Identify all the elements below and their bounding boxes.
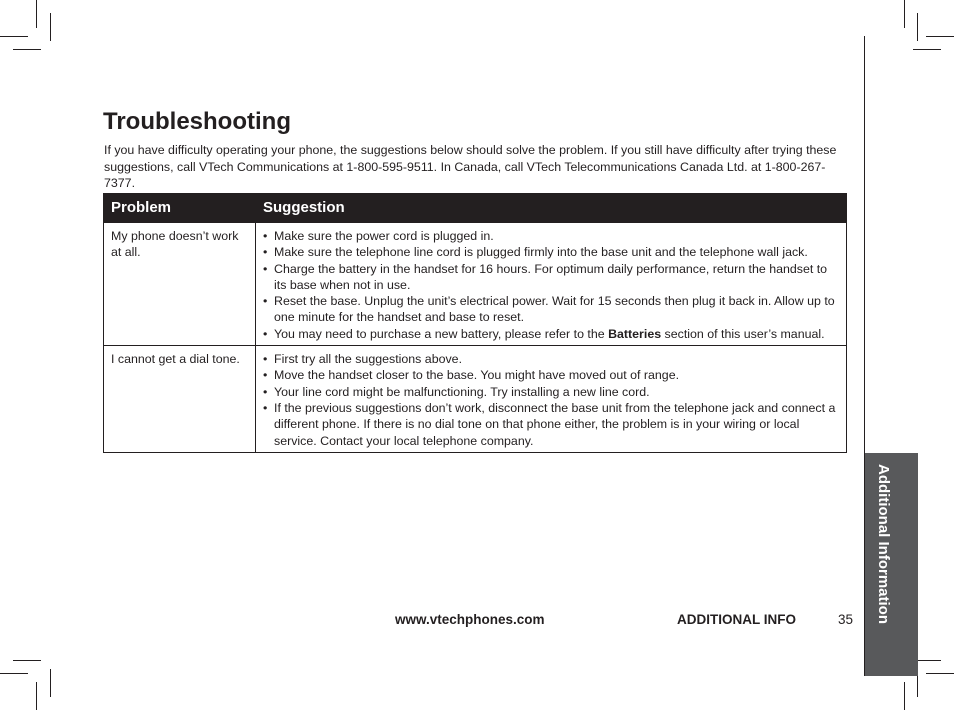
batteries-reference: Batteries <box>608 326 662 341</box>
problem-cell: My phone doesn’t work at all. <box>104 223 256 346</box>
troubleshooting-table <box>103 193 847 453</box>
suggestion-cell <box>256 346 847 453</box>
crop-mark <box>13 660 41 661</box>
table-header-row <box>104 194 847 223</box>
list-item: • If the previous suggestions don’t work, disconnect the base unit from the telephone jack and connect a different phone. If there is no dial tone on that phone either, the problem is in your wiring or local service. Contact your local telephone company. <box>263 400 839 449</box>
crop-mark <box>926 36 954 37</box>
suggestion-list <box>263 228 839 342</box>
crop-mark <box>904 0 905 28</box>
list-item: • Your line cord might be malfunctioning. Try installing a new line cord. <box>263 384 839 400</box>
list-item <box>263 326 839 342</box>
page-title: Troubleshooting <box>103 108 291 135</box>
crop-mark <box>913 49 941 50</box>
crop-mark <box>36 682 37 710</box>
suggestion-list <box>263 351 839 449</box>
list-item: • Make sure the telephone line cord is plugged firmly into the base unit and the telephone wall jack. <box>263 244 839 260</box>
list-item: • Charge the battery in the handset for 16 hours. For optimum daily performance, return the handset to its base when not in use. <box>263 261 839 294</box>
footer-section: ADDITIONAL INFO <box>677 612 796 627</box>
column-header-suggestion: Suggestion <box>256 194 847 223</box>
suggestion-text: You may need to purchase a new battery, please refer to the <box>274 326 609 341</box>
suggestion-text: section of this user’s manual. <box>661 326 825 341</box>
table-row <box>104 346 847 453</box>
crop-mark <box>0 36 28 37</box>
crop-mark <box>13 49 41 50</box>
list-item: • First try all the suggestions above. <box>263 351 839 367</box>
section-tab-label: Additional Information <box>875 464 892 624</box>
page-number: 35 <box>838 612 854 627</box>
list-item: • Make sure the power cord is plugged in. <box>263 228 839 244</box>
crop-mark <box>50 669 51 697</box>
crop-mark <box>926 673 954 674</box>
table-row <box>104 223 847 346</box>
crop-mark <box>36 0 37 28</box>
footer-website: www.vtechphones.com <box>395 612 545 627</box>
crop-mark <box>0 673 28 674</box>
intro-paragraph: If you have difficulty operating your phone, the suggestions below should solve the problem. If you still have difficulty after trying these suggestions, call VTech Communications at 1-800-595-9511. In Canada, call VTech Telecommunications Canada Ltd. at 1-800-267-7377. <box>104 143 837 190</box>
crop-mark <box>50 13 51 41</box>
crop-mark <box>904 682 905 710</box>
crop-mark <box>917 13 918 41</box>
list-item: • Reset the base. Unplug the unit’s electrical power. Wait for 15 seconds then plug it back in. Allow up to one minute for the handset and base to reset. <box>263 293 839 326</box>
suggestion-cell <box>256 223 847 346</box>
column-header-problem: Problem <box>104 194 256 223</box>
list-item: • Move the handset closer to the base. You might have moved out of range. <box>263 367 839 383</box>
problem-cell: I cannot get a dial tone. <box>104 346 256 453</box>
